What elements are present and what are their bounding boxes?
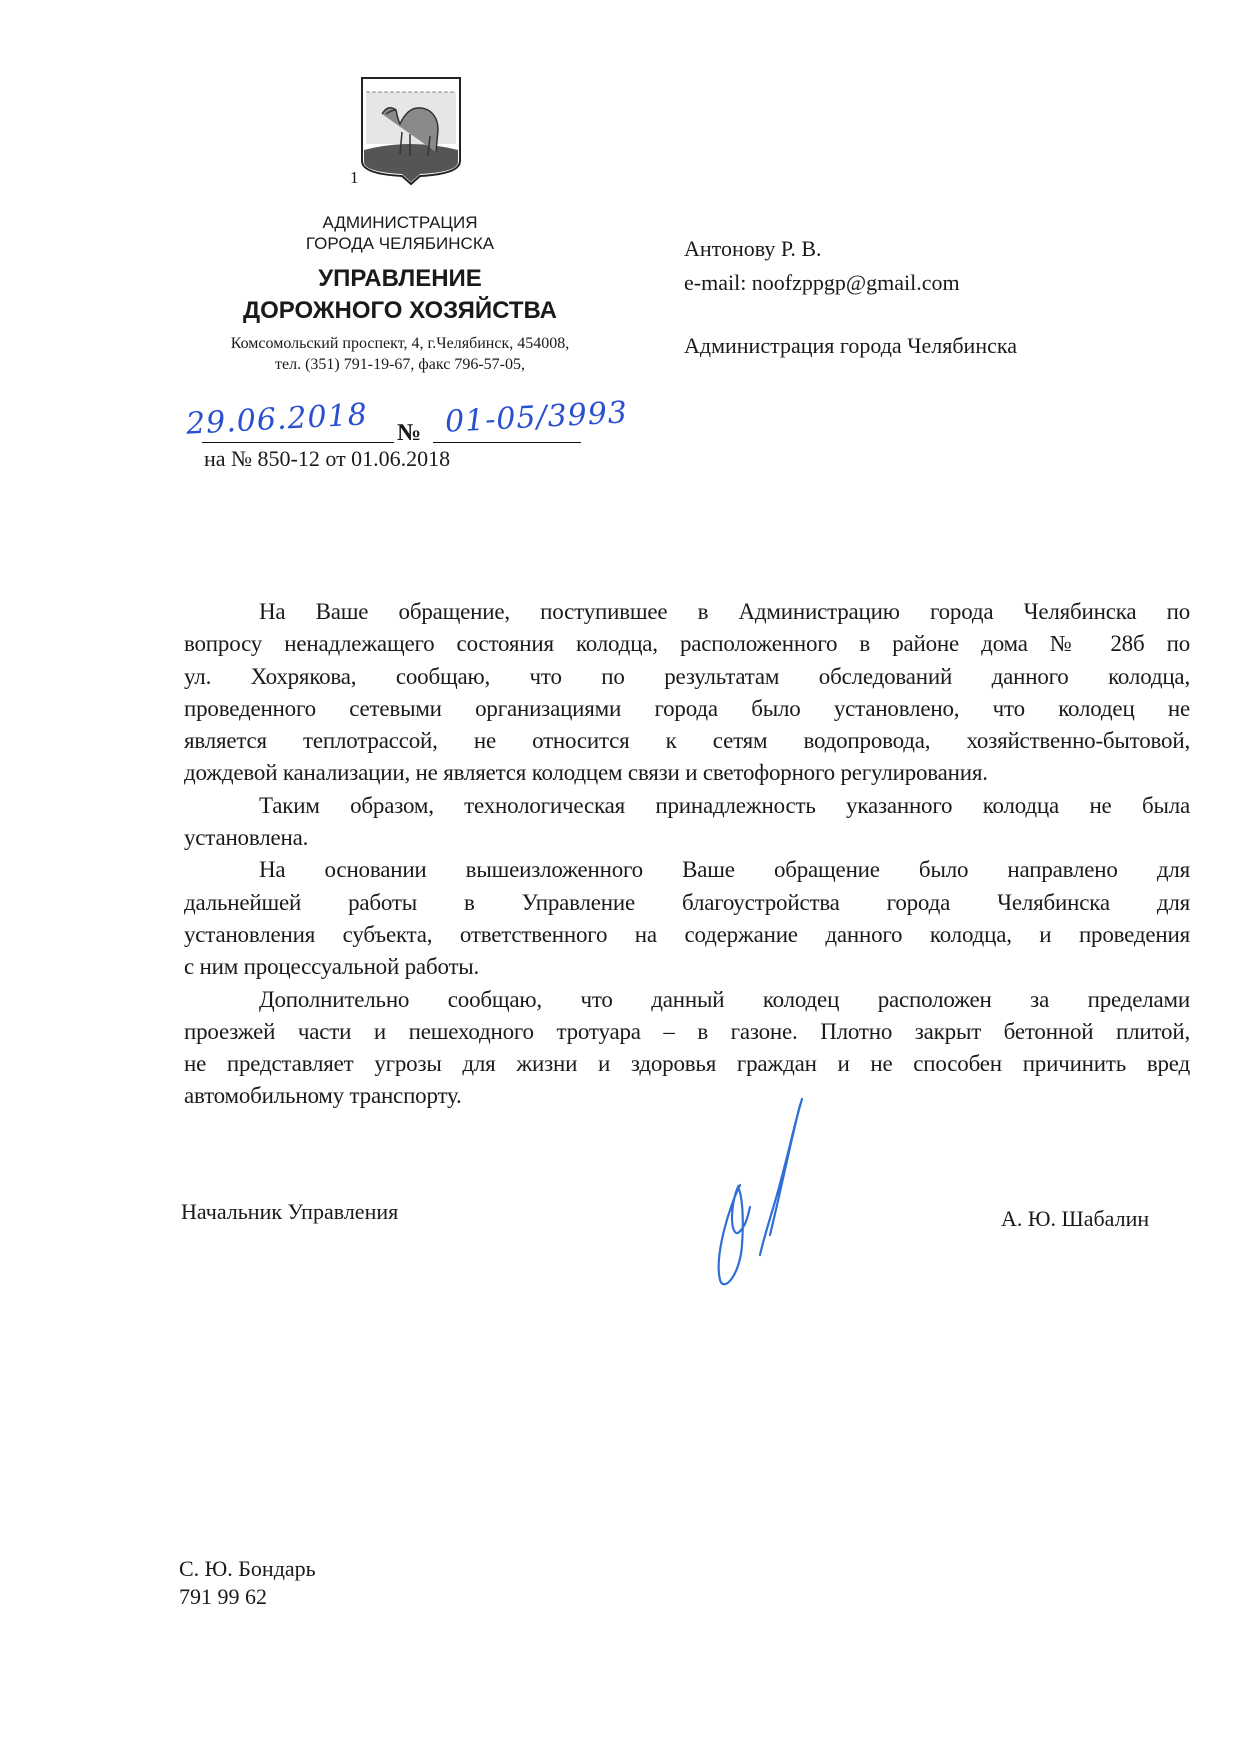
paragraph-3-line: На основании вышеизложенного Ваше обращение было направлено для bbox=[259, 857, 1190, 883]
dept-name-line2: ДОРОЖНОГО ХОЗЯЙСТВА bbox=[243, 297, 557, 324]
paragraph-1-line: На Ваше обращение, поступившее в Администрацию города Челябинска по bbox=[259, 599, 1190, 624]
number-sign: № bbox=[397, 420, 422, 446]
letter-body bbox=[184, 596, 1190, 1113]
signatory-name: А. Ю. Шабалин bbox=[1001, 1206, 1150, 1231]
paragraph-4-line: не представляет угрозы для жизни и здоровья граждан и не способен причинить вред bbox=[184, 1051, 1190, 1077]
addressee-name: Антонову Р. В. bbox=[684, 236, 822, 261]
paragraph-4-line: проезжей части и пешеходного тротуара – в газоне. Плотно закрыт бетонной плитой, bbox=[184, 1018, 1190, 1044]
handwritten-date: 29.06.2018 bbox=[185, 397, 369, 442]
org-name-line2: ГОРОДА ЧЕЛЯБИНСКА bbox=[305, 234, 495, 253]
dept-name-line1: УПРАВЛЕНИЕ bbox=[318, 265, 482, 292]
executor-phone: 791 99 62 bbox=[179, 1584, 267, 1609]
city-coat-of-arms-icon bbox=[360, 76, 462, 186]
paragraph-4-line: Дополнительно сообщаю, что данный колодец расположен за пределами bbox=[259, 986, 1190, 1012]
reference-number: на № 850-12 от 01.06.2018 bbox=[204, 446, 451, 471]
handwritten-number: 01-05/3993 bbox=[444, 395, 629, 440]
addressee-email: e-mail: noofzppgp@gmail.com bbox=[684, 270, 960, 295]
copy-recipient: Администрация города Челябинска bbox=[684, 333, 1017, 358]
org-name-line1: АДМИНИСТРАЦИЯ bbox=[322, 213, 478, 232]
paragraph-4-line: автомобильному транспорту. bbox=[184, 1083, 462, 1109]
number-underline bbox=[433, 442, 581, 443]
address-line2: тел. (351) 791-19-67, факс 796-57-05, bbox=[275, 356, 525, 373]
address-line1: Комсомольский проспект, 4, г.Челябинск, 454008, bbox=[230, 335, 570, 352]
paragraph-3-line: установления субъекта, ответственного на содержание данного колодца, и проведения bbox=[184, 921, 1190, 947]
paragraph-3-line: дальнейшей работы в Управление благоустройства города Челябинска для bbox=[184, 889, 1190, 915]
paragraph-1-line: дождевой канализации, не является колодцем связи и светофорного регулирования. bbox=[184, 760, 988, 786]
handwritten-signature-icon bbox=[690, 1095, 820, 1295]
paragraph-1-line: проведенного сетевыми организациями города было установлено, что колодец не bbox=[184, 695, 1190, 721]
paragraph-1-line: вопросу ненадлежащего состояния колодца, расположенного в районе дома № 28б по bbox=[184, 631, 1190, 657]
paragraph-2-line: установлена. bbox=[184, 825, 309, 851]
executor-name: С. Ю. Бондарь bbox=[179, 1556, 316, 1581]
page-mark: 1 bbox=[350, 168, 359, 187]
paragraph-1-line: ул. Хохрякова, сообщаю, что по результатам обследований данного колодца, bbox=[184, 663, 1190, 689]
paragraph-1-line: является теплотрассой, не относится к сетям водопровода, хозяйственно-бытовой, bbox=[184, 728, 1190, 754]
signatory-position: Начальник Управления bbox=[181, 1199, 399, 1224]
date-underline bbox=[202, 442, 394, 443]
paragraph-2-line: Таким образом, технологическая принадлежность указанного колодца не была bbox=[259, 792, 1190, 818]
paragraph-3-line: с ним процессуальной работы. bbox=[184, 954, 480, 980]
